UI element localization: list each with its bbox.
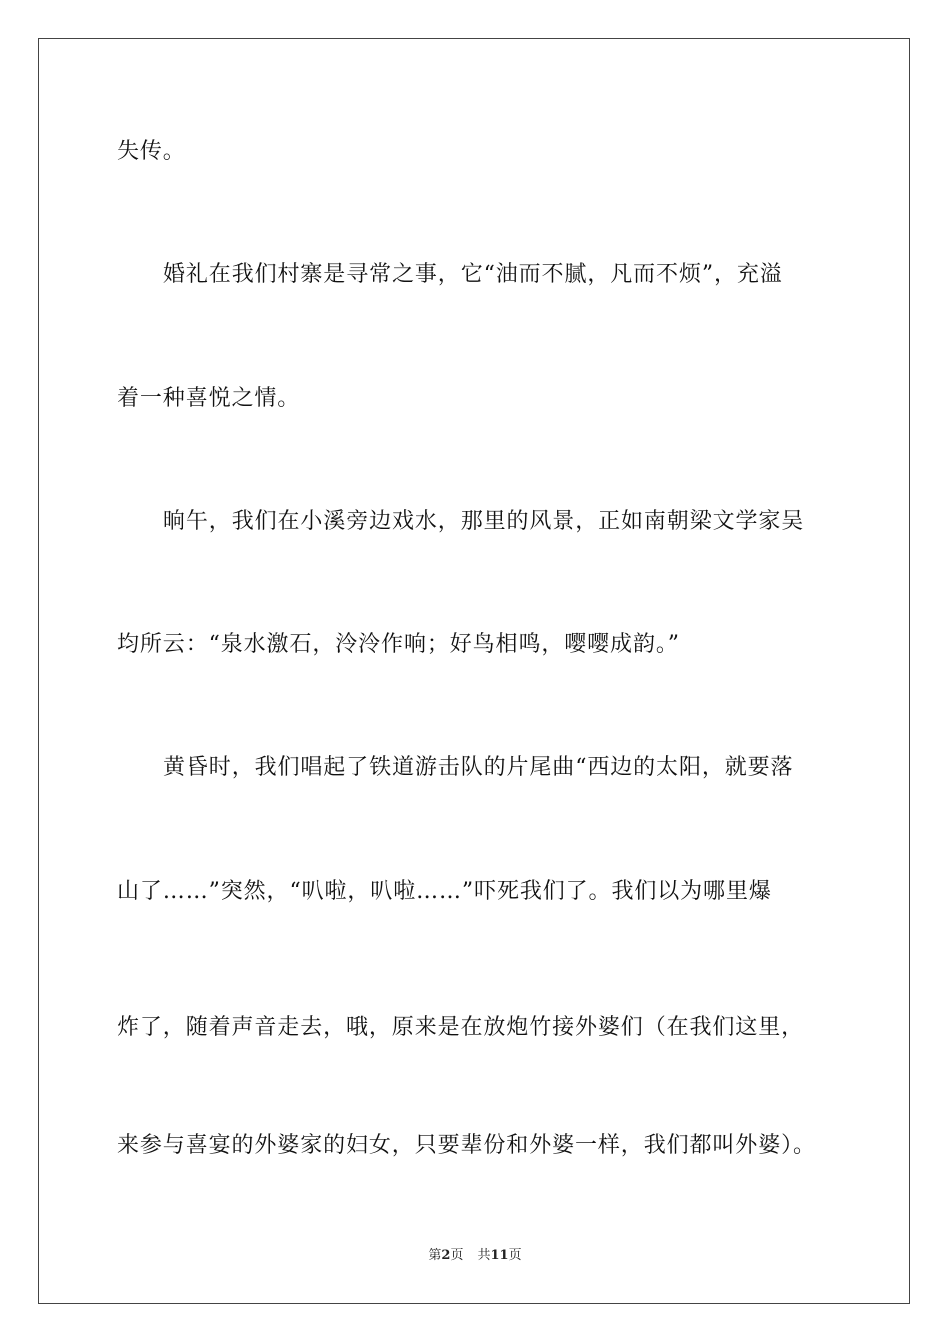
page-border [38, 38, 910, 1304]
text-line-6: 黄昏时，我们唱起了铁道游击队的片尾曲“西边的太阳，就要落 [163, 755, 794, 780]
text-line-3: 着一种喜悦之情。 [117, 386, 301, 411]
text-line-7: 山了……”突然，“叭啦，叭啦……”吓死我们了。我们以为哪里爆 [117, 879, 772, 904]
page-footer [0, 1247, 950, 1265]
text-line-8: 炸了，随着声音走去，哦，原来是在放炮竹接外婆们（在我们这里， [117, 1015, 805, 1040]
page-number: 2 [441, 1248, 451, 1263]
total-prefix: 共 [477, 1248, 491, 1263]
text-line-4: 晌午，我们在小溪旁边戏水，那里的风景，正如南朝梁文学家吴 [163, 509, 805, 534]
page-suffix: 页 [450, 1248, 464, 1263]
text-line-5: 均所云：“泉水激石，泠泠作响；好鸟相鸣，嘤嘤成韵。” [117, 632, 680, 657]
total-pages: 11 [490, 1248, 509, 1263]
page-prefix: 第 [428, 1248, 442, 1263]
total-suffix: 页 [508, 1248, 522, 1263]
text-line-2: 婚礼在我们村寨是寻常之事，它“油而不腻，凡而不烦”，充溢 [163, 262, 783, 287]
text-line-1: 失传。 [117, 139, 186, 164]
text-line-9: 来参与喜宴的外婆家的妇女，只要辈份和外婆一样，我们都叫外婆）。 [117, 1133, 816, 1158]
